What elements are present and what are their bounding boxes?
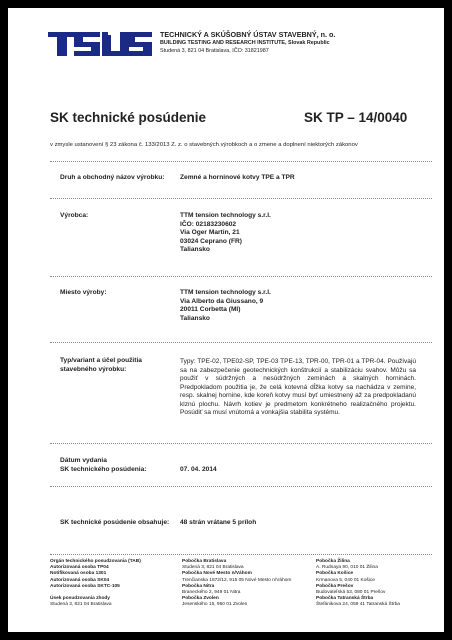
footer-column-tab [50,559,141,609]
type-usage-text: Typy: TPE-02, TPE02-SP, TPE-03 TPE-13, TPR-00, TPR-01 a TPR-04. Používajú sa na zabezpečenie geotechnických konštrukcií a stabilizáciu svahov. Môžu sa použiť v súdržných a nesúdržných zeminách a skalných horninách. Predpokladom použitia je, že celá kotevná dĺžka kotvy sa nachádza v zemine, resp. skalnej hornine, kde koreň kotvy musí byť umiestnený až za predpokladanú klznú plochu. Návrh kotiev je predmetom konkrétneho realizačného projektu. Posúdiť sa musí vnútorná a vonkajšia stabilita systému. [180,358,416,417]
institute-block [160,30,440,55]
label-line: stavebného výrobku: [60,365,127,373]
address-line: 03024 Ceprano (FR) [180,237,242,245]
product-value: Zemné a horninové kotvy TPE a TPR [180,174,295,181]
tsus-logo [48,32,152,56]
footer-line: Pobočka Nové Mesto n/Váhom [182,571,252,577]
footer-line: Budovateľská 53, 080 01 Prešov [316,590,386,596]
footer-line: Pobočka Prešov [316,583,354,589]
address-line: 20011 Corbetta (MI) [180,306,241,314]
footer-line: Braneckého 2, 949 01 Nitra [182,590,241,596]
footer-line: Studená 3, 821 04 Bratislava [50,602,112,608]
divider [50,161,432,162]
footer-line: Pobočka Zvolen [182,596,219,602]
divider [50,443,432,444]
institute-address: Studená 3, 821 04 Bratislava, IČO: 31821987 [160,48,269,54]
tsus-logo-graphic [48,32,152,56]
divider [50,486,432,487]
manufacturer-label: Výrobca: [60,212,89,219]
footer-column-branches-west [182,559,291,609]
footer-line: Krmanova 5, 040 01 Košice [316,577,375,583]
footer-line: Autorizovaná osoba SK04 [50,577,110,583]
footer-line: Pobočka Nitra [182,583,215,589]
divider [50,198,432,199]
production-site-address [180,289,271,323]
footer-line: Trenčianska 1872/12, 915 05 Nové Mesto n/Váhom [182,577,292,583]
address-line: TTM tension technology s.r.l. [180,212,271,219]
issue-date-value: 07. 04. 2014 [180,466,217,473]
label-line: SK technického posúdenia: [60,465,147,473]
footer-line: Notifikovaná osoba 1301 [50,571,107,577]
legal-basis-text: v zmysle ustanovení § 23 zákona č. 133/2013 Z. z. o stavebných výrobkoch a o zmene a doplnení niektorých zákonov [50,142,358,148]
manufacturer-address [180,212,271,255]
footer-line: Studená 3, 821 04 Bratislava [182,565,244,571]
footer-line: Jesenského 15, 960 01 Zvolen [182,602,248,608]
footer-line: Orgán technického posudzovania (TAB) [50,559,141,564]
footer-line: A. Rudnaya 90, 010 01 Žilina [316,565,378,571]
footer-line: Štefánikova 24, 059 41 Tatranská Štrba [316,602,400,608]
address-line: TTM tension technology s.r.l. [180,289,271,296]
address-line: Via Alberto da Giussano, 9 [180,297,264,305]
divider [50,342,432,343]
issue-date-label [60,457,146,474]
address-line: Taliansko [180,314,210,322]
divider [50,276,432,277]
label-line: Typ/variant a účel použitia [60,357,142,364]
content-label: SK technické posúdenie obsahuje: [60,519,170,526]
product-label: Druh a obchodný názov výrobku: [60,174,165,181]
document-page [8,8,444,632]
footer-line: Úsek posudzovania zhody [50,596,110,602]
footer-line: Autorizovaná osoba SKTC-105 [50,583,120,589]
address-line: Via Oger Martin, 21 [180,229,240,237]
document-number: SK TP – 14/0040 [304,110,408,125]
footer-line: Pobočka Tatranská Štrba [316,596,374,602]
document-title: SK technické posúdenie [50,110,207,125]
footer-line: Pobočka Bratislava [182,559,227,564]
footer-line: Pobočka Žilina [316,559,350,564]
content-value: 48 strán vrátane 5 príloh [180,519,257,526]
footer-column-branches-east [316,559,400,609]
label-line: Dátum vydania [60,457,107,464]
institute-name-en: BUILDING TESTING AND RESEARCH INSTITUTE, Slovak Republic [160,40,330,46]
address-line: IČO: 02183230602 [180,220,237,228]
type-usage-label [60,357,142,374]
institute-name: TECHNICKÝ A SKÚŠOBNÝ ÚSTAV STAVEBNÝ, n. o. [160,30,336,39]
production-site-label: Miesto výroby: [60,289,107,296]
footer-line: Pobočka Košice [316,571,354,577]
address-line: Taliansko [180,246,210,254]
footer-line: Autorizovaná osoba TP04 [50,565,109,571]
footer-divider [50,554,432,555]
